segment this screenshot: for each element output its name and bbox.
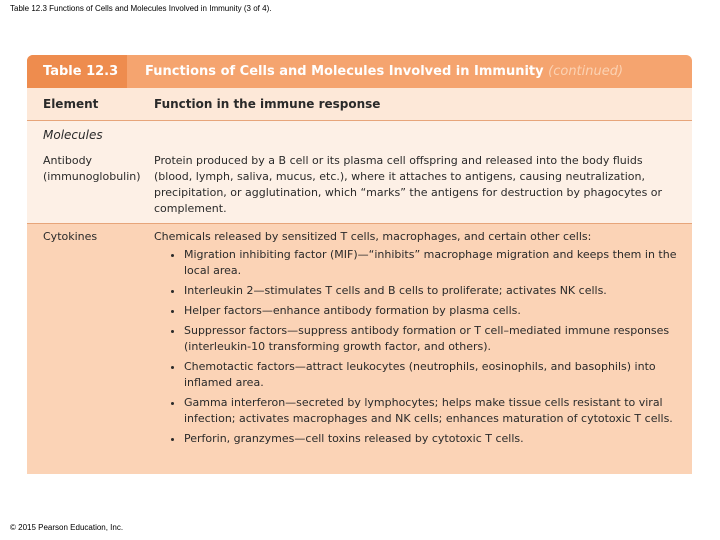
col-function: Function in the immune response: [154, 97, 381, 111]
list-item: • Chemotactic factors—attract leukocytes (neutrophils, eosinophils, and basophils) into inflamed area.: [184, 359, 682, 391]
element-cell: Antibody (immunoglobulin): [43, 154, 141, 183]
list-item: • Interleukin 2—stimulates T cells and B cells to proliferate; activates NK cells.: [184, 283, 682, 299]
title-text: Functions of Cells and Molecules Involved in Immunity: [145, 64, 544, 79]
list-item: • Migration inhibiting factor (MIF)—“inhibits” macrophage migration and keeps them in the local area.: [184, 247, 682, 279]
table-row: [27, 149, 692, 223]
table-row: [27, 223, 692, 474]
column-headers: [27, 88, 692, 121]
continued-label: (continued): [548, 64, 624, 79]
col-element: Element: [43, 97, 99, 111]
table-number: Table 12.3: [27, 55, 127, 88]
cytokine-list: [154, 247, 682, 447]
section-molecules: Molecules: [27, 121, 692, 149]
table-title: [127, 64, 623, 79]
element-cell: Cytokines: [43, 230, 98, 243]
list-item: • Gamma interferon—secreted by lymphocytes; helps make tissue cells resistant to viral infection; activates macrophages and NK cells; enhances maturation of cytotoxic T cells.: [184, 395, 682, 427]
immunity-table: [27, 55, 692, 474]
slide-caption: Table 12.3 Functions of Cells and Molecules Involved in Immunity (3 of 4).: [10, 4, 272, 13]
list-item: • Helper factors—enhance antibody formation by plasma cells.: [184, 303, 682, 319]
function-cell: [154, 229, 692, 472]
list-item: • Suppressor factors—suppress antibody formation or T cell–mediated immune responses (interleukin-10 transforming growth factor, and others).: [184, 323, 682, 355]
table-header: [27, 55, 692, 88]
function-cell: Protein produced by a B cell or its plasma cell offspring and released into the body fluids (blood, lymph, saliva, mucus, etc.), where it attaches to antigens, causing neutralization, precipitation, or agglutination, which “marks” the antigens for destruction by phagocytes or complement.: [154, 154, 663, 215]
copyright: © 2015 Pearson Education, Inc.: [10, 523, 124, 532]
list-item: • Perforin, granzymes—cell toxins released by cytotoxic T cells.: [184, 431, 682, 447]
cytokines-intro: Chemicals released by sensitized T cells, macrophages, and certain other cells:: [154, 230, 592, 243]
